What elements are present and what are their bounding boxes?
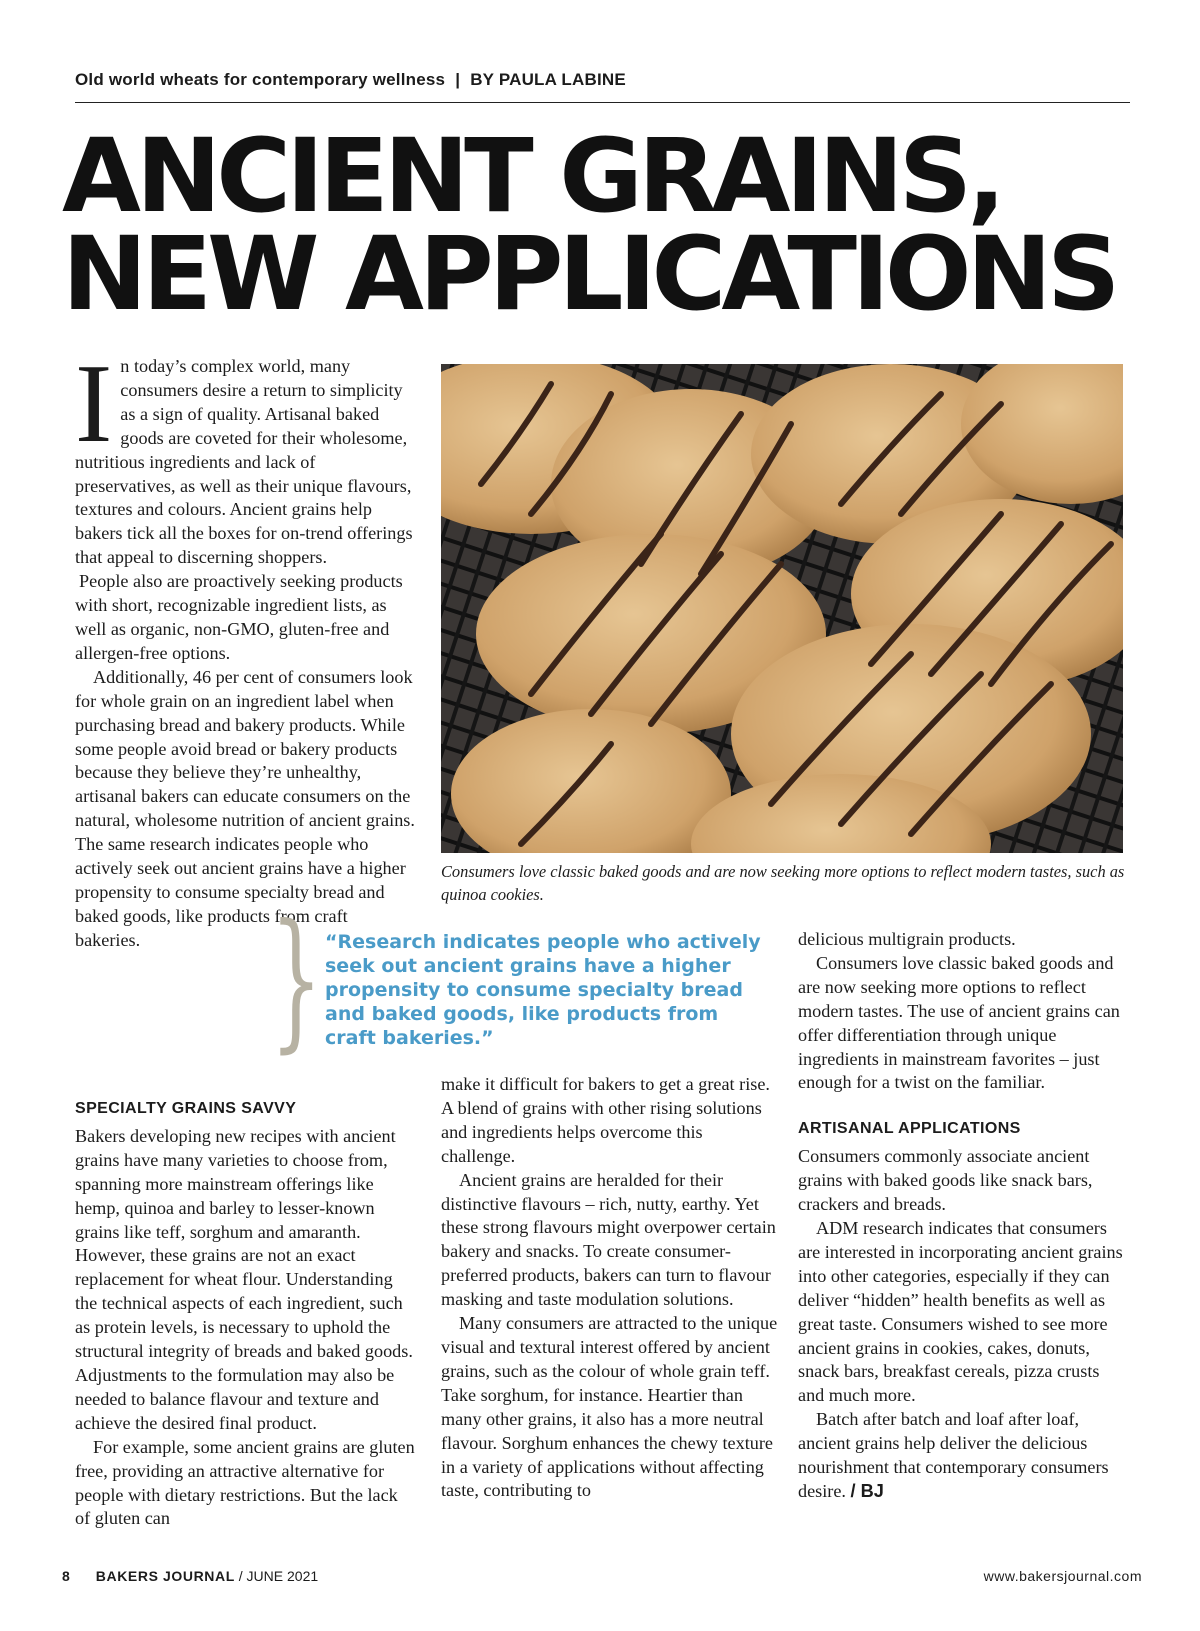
cookies-photo [441, 364, 1123, 853]
column-2 [441, 1073, 779, 1503]
column-1-bottom [75, 1097, 415, 1531]
paragraph: Consumers love classic baked goods and are now seeking more options to reflect modern tastes. The use of ancient grains can offer differentiation through unique ingredients in mainstream favorites – just enough for a twist on the familiar. [798, 952, 1120, 1093]
paragraph: delicious multigrain products. [798, 929, 1016, 949]
column-3 [798, 928, 1128, 1504]
magazine-name: BAKERS JOURNAL [95, 1568, 235, 1584]
intro-text: n today’s complex world, many consumers desire a return to simplicity as a sign of quality. Artisanal baked goods are coveted for their wholesome, nutritious ingredients and lack of preservatives, as well as their unique flavours, textures and colours. Ancient grains help bakers tick all the boxes for on-trend offerings that appeal to discerning shoppers. [75, 356, 413, 568]
subhead-specialty-grains: SPECIALTY GRAINS SAVVY [75, 1100, 297, 1117]
paragraph: ADM research indicates that consumers are interested in incorporating ancient grains into other categories, especially if they can deliver “hidden” health benefits as well as great taste. Consumers wished to see more ancient grains in cookies, cakes, donuts, snack bars, breakfast cereals, pizza crusts and much more. [798, 1217, 1123, 1406]
kicker-separator: | [455, 70, 461, 89]
photo-caption: Consumers love classic baked goods and are now seeking more options to reflect modern tastes, such as quinoa cookies. [441, 862, 1125, 904]
closing-paragraph [798, 1408, 1128, 1504]
drop-cap: I [75, 342, 113, 466]
column-1-top [75, 342, 415, 953]
article-headline [62, 117, 1152, 334]
paragraph [75, 666, 415, 953]
paragraph: Consumers commonly associate ancient grains with baked goods like snack bars, crackers and breads. [798, 1146, 1093, 1215]
byline: BY PAULA LABINE [470, 70, 626, 89]
paragraph: make it difficult for bakers to get a great rise. A blend of grains with other rising solutions and ingredients helps overcome this challenge. [441, 1074, 770, 1166]
paragraph-text: Batch after batch and loaf after loaf, ancient grains help deliver the delicious nourishment that contemporary consumers desire. [798, 1409, 1109, 1501]
pullquote: “Research indicates people who actively seek out ancient grains have a higher propensity to consume specialty bread and baked goods, like products from craft bakeries.” [325, 931, 761, 1049]
article-kicker [75, 70, 1130, 103]
kicker-text: Old world wheats for contemporary wellness [75, 70, 446, 89]
paragraph-text: Additionally, 46 per cent of consumers look for whole grain on an ingredient label when purchasing bread and bakery products. While some people avoid bread or bakery products because they believe they’re unhealthy, artisanal bakers can educate consumers on the natural, wholesome nutrition of ancient grains. The same research indicates people who actively seek out ancient grains have a higher propensity to consume specialty bread and baked goods, like products from craft bakeries. [75, 666, 415, 950]
paragraph: People also are proactively seeking products with short, recognizable ingredient lists, as well as organic, non-GMO, gluten-free and allergen-free options. [75, 571, 403, 663]
issue-date: / JUNE 2021 [238, 1568, 319, 1584]
paragraph: Many consumers are attracted to the unique visual and textural interest offered by ancient grains, such as the colour of whole grain teff. Take sorghum, for instance. Heartier than many other grains, it also has a more neutral flavour. Sorghum enhances the chewy texture in a variety of applications without affecting taste, contributing to [441, 1313, 778, 1501]
quinoa-cookies-image [441, 364, 1123, 853]
signoff: / BJ [850, 1480, 884, 1501]
paragraph: For example, some ancient grains are gluten free, providing an attractive alternative for people with dietary restrictions. But the lack of gluten can [75, 1436, 415, 1529]
paragraph: Bakers developing new recipes with ancient grains have many varieties to choose from, spanning more mainstream offerings like hemp, quinoa and barley to lesser-known grains like teff, sorghum and amaranth. However, these grains are not an exact replacement for wheat flour. Understanding the technical aspects of each ingredient, such as protein levels, is necessary to uphold the structural integrity of breads and baked goods. Adjustments to the formulation may also be needed to balance flavour and texture and achieve the desired final product. [75, 1125, 413, 1433]
page-number: 8 [62, 1568, 70, 1584]
headline-line-2: NEW APPLICATIONS [62, 215, 1116, 334]
website-link[interactable]: www.bakersjournal.com [983, 1568, 1142, 1584]
pullquote-brace-icon: } [270, 893, 323, 1067]
intro-paragraph [75, 342, 415, 570]
paragraph: Ancient grains are heralded for their distinctive flavours – rich, nutty, earthy. Yet these strong flavours might overpower certain bakery and snacks. To create consumer-preferred products, bakers can turn to flavour masking and taste modulation solutions. [441, 1169, 776, 1310]
page-footer [62, 1568, 1142, 1584]
headline-line-1: ANCIENT GRAINS, [62, 117, 1001, 236]
subhead-artisanal-applications: ARTISANAL APPLICATIONS [798, 1120, 1021, 1138]
